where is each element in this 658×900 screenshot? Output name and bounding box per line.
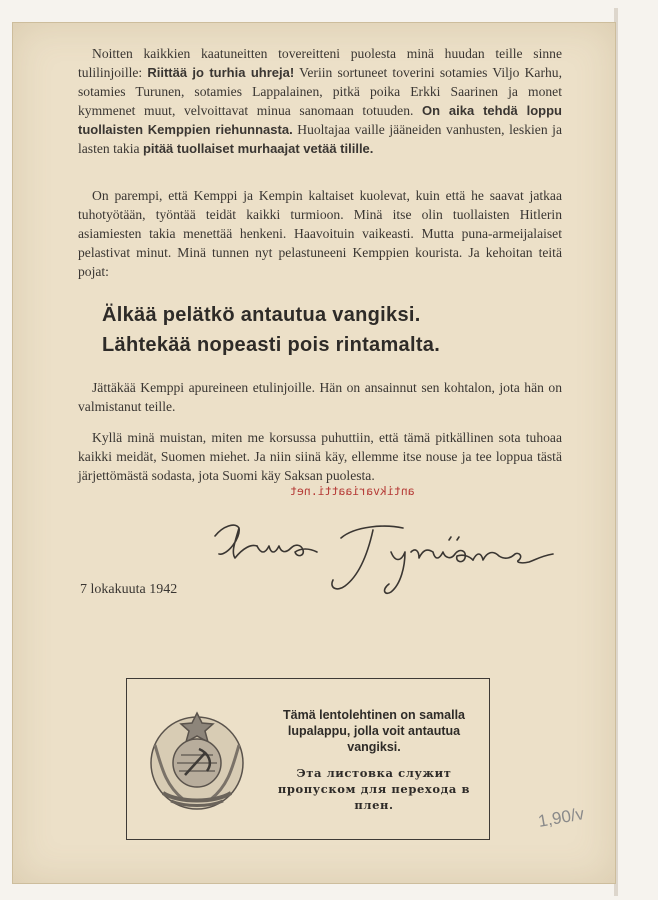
paragraph-1-text-a: Noitten kaikkien kaatuneitten tovereitteni puolesta minä huudan teille sinne tulilinjoille: [78,46,562,80]
surrender-pass-box [126,678,490,840]
headline-line-2: Lähtekää nopeasti pois rintamalta. [102,334,441,356]
paragraph-1-bold-a: Riittää jo turhia uhreja! [147,65,295,80]
paragraph-1-text-c: Huoltajaa vaille jääneiden vanhusten, leskien ja lasten takia [78,122,562,156]
watermark-text: antikvariaatti.net [290,484,415,498]
pass-text-russian: Эта листовка служит пропуском для перехода в плен. [277,766,471,812]
paragraph-4: Kyllä minä muistan, miten me korsussa puhuttiin, että tämä pitkällinen sota tuhoaa kaikki meidät, Suomen miehet. Ja niin siinä käy, ellemme itse nouse ja tee loppua tästä järjettömästä sodasta, jota Suomi käy Saksan puolesta. [78,430,562,483]
headline [102,300,440,360]
paragraph-1 [78,44,562,158]
date-text: 7 lokakuuta 1942 [80,582,178,597]
paragraph-3: Jättäkää Kemppi apureineen etulinjoille. Hän on ansainnut sen kohtalon, jota hän on valmistanut teille. [78,380,562,414]
paragraph-1-text-b: Veriin sortuneet toverini sotamies Viljo Karhu, sotamies Turunen, sotamies Lappalainen, pitkä poika Erkki Saarinen ja monet kymmenet muut, velvoittavat minua sanomaan totuuden. [78,65,562,118]
handwritten-signature [205,508,565,608]
headline-line-1: Älkää pelätkö antautua vangiksi. [102,304,421,326]
soviet-coat-of-arms-icon [141,705,253,817]
paragraph-1-bold-b: On aika tehdä loppu tuollaisten Kemppien riehunnasta. [78,103,562,137]
paragraph-2: On parempi, että Kemppi ja Kempin kaltaiset kuolevat, kuin että he saavat jatkaa tuhotyötään, työntää teidät kaikki turmioon. Minä itse olin tuollaisten Hitlerin asiamiesten takia menettää henkeni. Haavoituin vaikeasti. Mutta puna-armeijalaiset pelastivat minut. Minä tunnen nyt pelastuneeni Kemppien kourista. Ja kehoitan teitä pojat: [78,188,562,279]
paragraph-1-bold-c: pitää tuollaiset murhaajat vetää tilille. [142,141,374,156]
pencil-price-note: 1,90/v [536,804,586,831]
pass-text-finnish: Tämä lentolehtinen on samalla lupalappu, jolla voit antautua vangiksi. [283,708,465,754]
